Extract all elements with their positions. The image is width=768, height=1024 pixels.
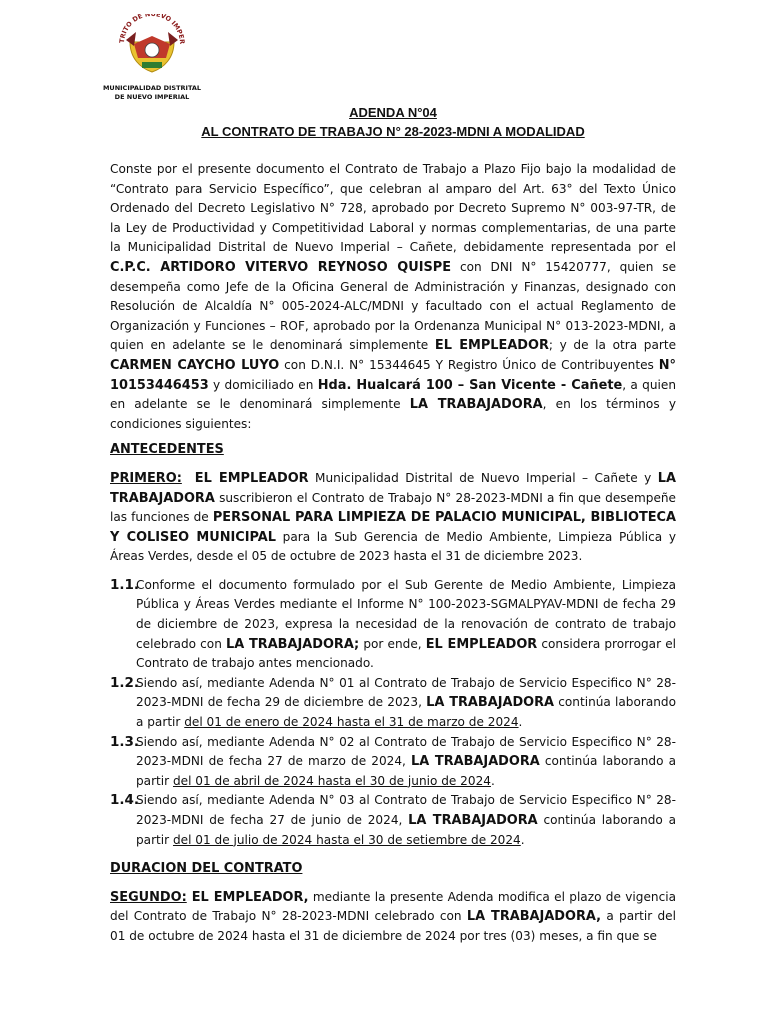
logo-caption <box>96 84 208 102</box>
logo-caption-line1: MUNICIPALIDAD DISTRITAL <box>102 84 202 92</box>
list-item-1-2: 1.2. Siendo así, mediante Adenda N° 01 al Contrato de Trabajo de Servicio Especifico N° 28-2023-MDNI de fecha 29 de diciembre de 2023, LA TRABAJADORA continúa laborando a partir del 01 de enero de 2024 hasta el 31 de marzo de 2024. <box>110 674 676 733</box>
worker-address: Hda. Hualcará 100 – San Vicente - Cañete <box>317 377 623 393</box>
item-number: 1.2. <box>110 674 140 691</box>
logo-arc-text: TRITO DE NUEVO IMPER <box>117 14 187 45</box>
worker-term: LA TRABAJADORA <box>409 397 543 413</box>
primero-label: PRIMERO: <box>110 470 182 486</box>
document-title-block <box>110 103 676 141</box>
job-function: PERSONAL PARA LIMPIEZA DE PALACIO MUNICIPAL, BIBLIOTECA Y COLISEO MUNICIPAL <box>110 510 676 545</box>
antecedentes-heading: ANTECEDENTES <box>110 442 224 458</box>
item-number: 1.4. <box>110 792 140 809</box>
municipal-logo <box>112 14 192 78</box>
item-number: 1.1. <box>110 576 140 593</box>
representative-name: C.P.C. ARTIDORO VITERVO REYNOSO QUISPE <box>110 259 452 275</box>
document-subtitle: AL CONTRATO DE TRABAJO N° 28-2023-MDNI A MODALIDAD <box>201 124 585 139</box>
document-title: ADENDA N°04 <box>349 105 437 120</box>
logo-caption-line2: DE NUEVO IMPERIAL <box>114 93 190 101</box>
list-item-1-3: 1.3. Siendo así, mediante Adenda N° 02 al Contrato de Trabajo de Servicio Especifico N° 28-2023-MDNI de fecha 27 de marzo de 2024, LA TRABAJADORA continúa laborando a partir del 01 de abril de 2024 hasta el 30 de junio de 2024. <box>110 733 676 792</box>
primero-paragraph: PRIMERO: EL EMPLEADOR Municipalidad Distrital de Nuevo Imperial – Cañete y LA TRABAJADORA suscribieron el Contrato de Trabajo N° 28-2023-MDNI a fin que desempeñe las funciones de PERSONAL PARA LIMPIEZA DE PALACIO MUNICIPAL, BIBLIOTECA Y COLISEO MUNICIPAL para la Sub Gerencia de Medio Ambiente, Limpieza Pública y Áreas Verdes, desde el 05 de octubre de 2023 hasta el 31 de diciembre 2023. <box>110 470 676 564</box>
item-number: 1.3. <box>110 733 140 750</box>
list-item-1-4: 1.4. Siendo así, mediante Adenda N° 03 al Contrato de Trabajo de Servicio Especifico N° 28-2023-MDNI de fecha 27 de junio de 2024, LA TRABAJADORA continúa laborando a partir del 01 de julio de 2024 hasta el 30 de setiembre de 2024. <box>110 791 676 850</box>
worker-name: CARMEN CAYCHO LUYO <box>110 357 280 373</box>
list-item-1-1: 1.1. Conforme el documento formulado por el Sub Gerente de Medio Ambiente, Limpieza Pública y Áreas Verdes mediante el Informe N° 100-2023-SGMALPYAV-MDNI de fecha 29 de diciembre de 2023, expresa la necesidad de la renovación de contrato de trabajo celebrado con LA TRABAJADORA; por ende, EL EMPLEADOR considera prorrogar el Contrato de trabajo antes mencionado. <box>110 576 676 674</box>
employer-term: EL EMPLEADOR <box>434 338 549 354</box>
worker-ruc: N° 10153446453 <box>110 357 676 393</box>
intro-paragraph: Conste por el presente documento el Contrato de Trabajo a Plazo Fijo bajo la modalidad de “Contrato para Servicio Específico”, que celebran al amparo del Art. 63° del Texto Único Ordenado del Decreto Legislativo N° 728, aprobado por Decreto Supremo N° 003-97-TR, de la Ley de Productividad y Competitividad Laboral y normas complementarias, de una parte la Municipalidad Distrital de Nuevo Imperial – Cañete, debidamente representada por el C.P.C. ARTIDORO VITERVO REYNOSO QUISPE con DNI N° 15420777, quien se desempeña como Jefe de la Oficina General de Administración y Finanzas, designado con Resolución de Alcaldía N° 005-2024-ALC/MDNI y facultado con el actual Reglamento de Organización y Funciones – ROF, aprobado por la Ordenanza Municipal N° 013-2023-MDNI, a quien en adelante se le denominará simplemente EL EMPLEADOR; y de la otra parte CARMEN CAYCHO LUYO con D.N.I. N° 15344645 Y Registro Único de Contribuyentes N° 10153446453 y domiciliado en Hda. Hualcará 100 – San Vicente - Cañete, a quien en adelante se le denominará simplemente LA TRABAJADORA, en los términos y condiciones siguientes: <box>110 162 677 431</box>
segundo-paragraph: SEGUNDO: EL EMPLEADOR, mediante la presente Adenda modifica el plazo de vigencia del Contrato de Trabajo N° 28-2023-MDNI celebrado con LA TRABAJADORA, a partir del 01 de octubre de 2024 hasta el 31 de diciembre de 2024 por tres (03) meses, a fin que se <box>110 889 676 943</box>
duracion-heading: DURACION DEL CONTRATO <box>110 861 303 877</box>
document-body <box>110 160 676 947</box>
segundo-label: SEGUNDO: <box>110 889 187 905</box>
